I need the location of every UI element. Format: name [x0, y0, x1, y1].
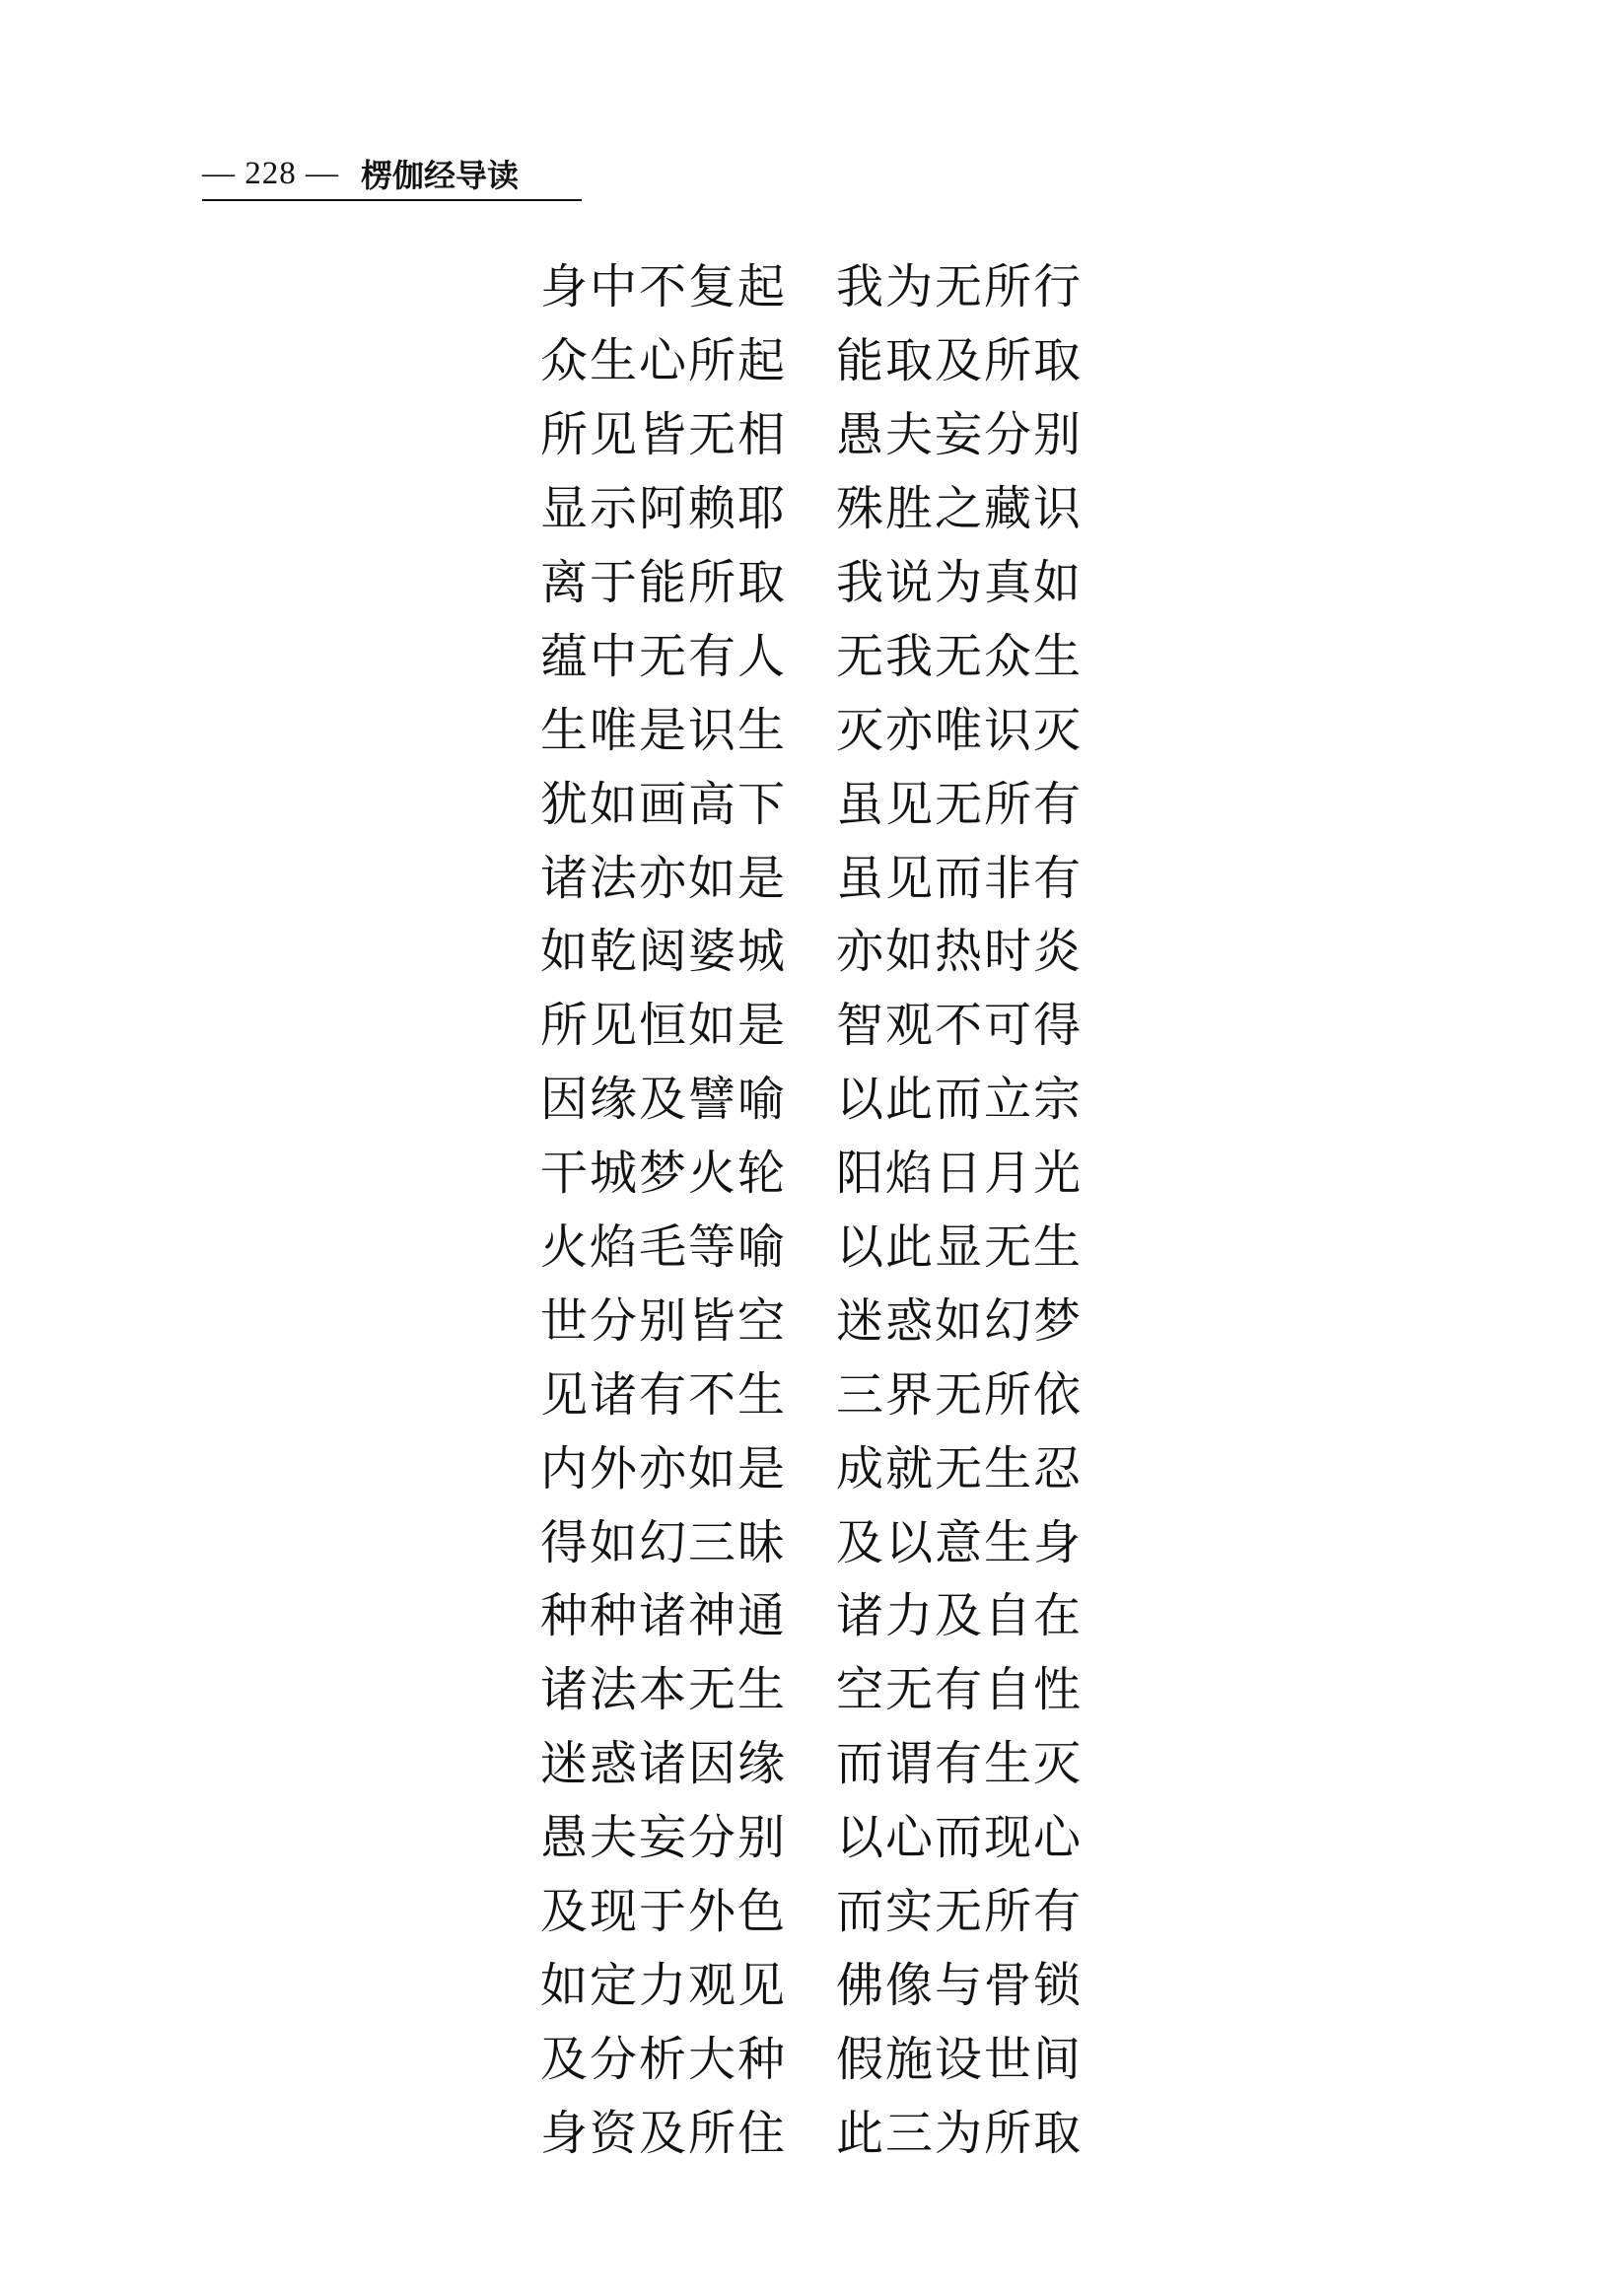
- verse-first-line: 迷惑诸因缘: [540, 1736, 788, 1792]
- verse-second-line: 能取及所取: [836, 333, 1084, 389]
- verse-first-line: 及分析大种: [540, 2031, 788, 2087]
- verse-row: [540, 1948, 1092, 2022]
- verse-second-line: 此三为所取: [836, 2105, 1084, 2161]
- verse-first-line: 世分别皆空: [540, 1292, 788, 1349]
- verse-row: [540, 2022, 1092, 2096]
- verse-second-line: 虽见而非有: [836, 850, 1084, 906]
- verse-row: [540, 2096, 1092, 2170]
- verse-first-line: 离于能所取: [540, 555, 788, 610]
- verse-list: [540, 250, 1092, 2170]
- verse-first-line: 蕴中无有人: [540, 628, 788, 684]
- verse-second-line: 诸力及自在: [836, 1588, 1084, 1644]
- verse-row: [540, 619, 1092, 693]
- verse-second-line: 以此而立宗: [836, 1072, 1084, 1128]
- verse-second-line: 虽见无所有: [836, 776, 1084, 832]
- verse-first-line: 身资及所住: [540, 2105, 788, 2161]
- verse-first-line: 诸法亦如是: [540, 850, 788, 906]
- verse-first-line: 及现于外色: [540, 1884, 788, 1940]
- verse-second-line: 假施设世间: [836, 2031, 1084, 2087]
- verse-first-line: 种种诸神通: [540, 1588, 788, 1644]
- verse-second-line: 佛像与骨锁: [836, 1957, 1084, 2013]
- verse-row: [540, 989, 1092, 1063]
- verse-row: [540, 1357, 1092, 1431]
- verse-row: [540, 1875, 1092, 1949]
- verse-row: [540, 1211, 1092, 1285]
- verse-first-line: 内外亦如是: [540, 1440, 788, 1496]
- verse-second-line: 智观不可得: [836, 998, 1084, 1054]
- verse-second-line: 三界无所依: [836, 1366, 1084, 1423]
- verse-first-line: 犹如画高下: [540, 776, 788, 832]
- verse-row: [540, 1063, 1092, 1137]
- verse-first-line: 得如幻三昧: [540, 1514, 788, 1570]
- verse-first-line: 因缘及譬喻: [540, 1072, 788, 1128]
- verse-row: [540, 398, 1092, 472]
- verse-second-line: 亦如热时炎: [836, 924, 1084, 980]
- verse-first-line: 众生心所起: [540, 333, 788, 389]
- verse-second-line: 以此显无生: [836, 1219, 1084, 1276]
- verse-row: [540, 1431, 1092, 1505]
- verse-second-line: 及以意生身: [836, 1514, 1084, 1570]
- verse-second-line: 无我无众生: [836, 628, 1084, 684]
- verse-row: [540, 1505, 1092, 1579]
- page-number: — 228 —: [202, 155, 339, 191]
- verse-row: [540, 1137, 1092, 1211]
- verse-first-line: 见诸有不生: [540, 1366, 788, 1423]
- verse-row: [540, 1801, 1092, 1875]
- verse-second-line: 灭亦唯识灭: [836, 702, 1084, 758]
- verse-second-line: 以心而现心: [836, 1810, 1084, 1866]
- verse-second-line: 迷惑如幻梦: [836, 1292, 1084, 1349]
- verse-row: [540, 250, 1092, 324]
- verse-first-line: 身中不复起: [540, 259, 788, 315]
- verse-second-line: 而谓有生灭: [836, 1736, 1084, 1792]
- verse-row: [540, 1727, 1092, 1801]
- verse-second-line: 而实无所有: [836, 1884, 1084, 1940]
- verse-second-line: 我为无所行: [836, 259, 1084, 315]
- verse-first-line: 所见恒如是: [540, 998, 788, 1054]
- verse-row: [540, 915, 1092, 989]
- verse-first-line: 愚夫妄分别: [540, 1810, 788, 1866]
- verse-first-line: 显示阿赖耶: [540, 481, 788, 537]
- verse-second-line: 空无有自性: [836, 1662, 1084, 1718]
- verse-second-line: 我说为真如: [836, 555, 1084, 610]
- book-title: 楞伽经导读: [361, 157, 520, 194]
- verse-row: [540, 767, 1092, 841]
- verse-first-line: 所见皆无相: [540, 407, 788, 463]
- verse-row: [540, 841, 1092, 915]
- verse-row: [540, 546, 1092, 620]
- verse-first-line: 诸法本无生: [540, 1662, 788, 1718]
- verse-first-line: 生唯是识生: [540, 702, 788, 758]
- verse-row: [540, 1579, 1092, 1653]
- verse-first-line: 干城梦火轮: [540, 1146, 788, 1202]
- verse-second-line: 成就无生忍: [836, 1440, 1084, 1496]
- verse-row: [540, 1284, 1092, 1357]
- verse-second-line: 殊胜之藏识: [836, 481, 1084, 537]
- verse-first-line: 如乾闼婆城: [540, 924, 788, 980]
- page-header: [202, 148, 582, 201]
- verse-row: [540, 324, 1092, 398]
- verse-row: [540, 1653, 1092, 1727]
- verse-second-line: 愚夫妄分别: [836, 407, 1084, 463]
- verse-second-line: 阳焰日月光: [836, 1146, 1084, 1202]
- verse-first-line: 如定力观见: [540, 1957, 788, 2013]
- verse-first-line: 火焰毛等喻: [540, 1219, 788, 1276]
- verse-row: [540, 472, 1092, 546]
- verse-row: [540, 693, 1092, 767]
